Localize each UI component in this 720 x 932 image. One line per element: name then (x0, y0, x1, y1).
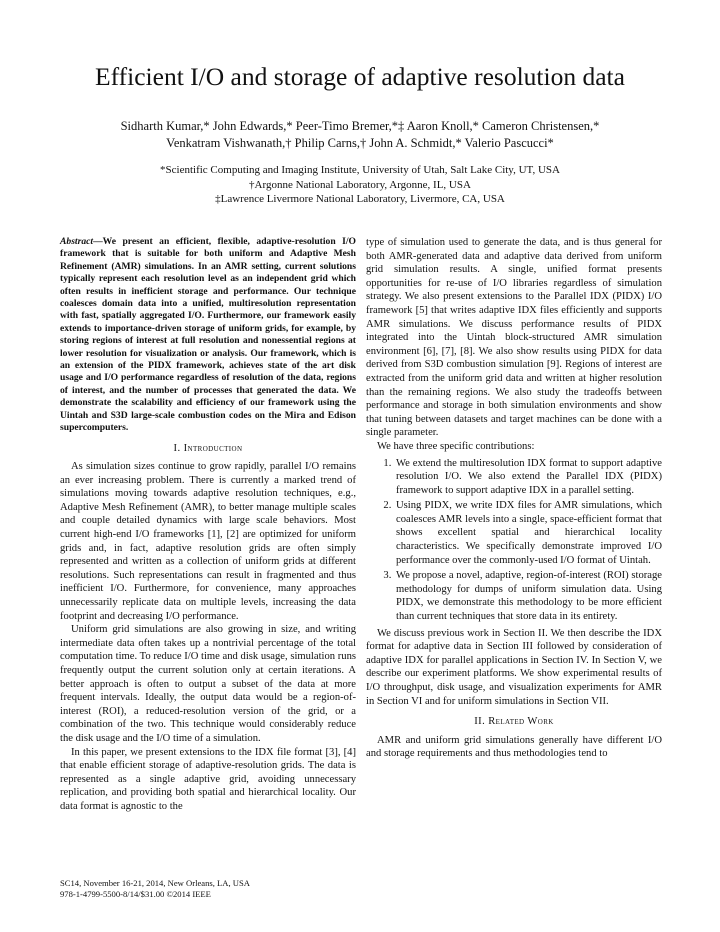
footer-conference-info (60, 878, 380, 900)
affiliation-list (40, 163, 680, 207)
left-column (60, 236, 356, 814)
intro-continuation: type of simulation used to generate the data, and is thus general for both AMR-generated data and adaptive data derived from uniform grid simulation results. A single, unified format presents opportunities for re-use of I/O libraries regardless of simulation strategy. We also present extensions to the Parallel IDX (PIDX) I/O framework [5] that writes adaptive IDX files efficiently and supports AMR simulations. We discuss performance results of PIDX integrated into the Uintah block-structured AMR simulation environment [6], [7], [8]. We also show results using PIDX for data derived from S3D combustion simulation [9]. Regions of interest are extracted from the uniform grid data and written at higher resolution than the remaining regions. We also study the tradeoffs between performance and storage in both simulation environments and show that tuning between datasets and target machines can be done with a single parameter. (366, 237, 662, 439)
contributions-intro: We have three specific contributions: (377, 440, 535, 452)
intro-paragraph-1: As simulation sizes continue to grow rapidly, parallel I/O remains an ever increasing problem. There is currently a marked trend of simulations moving towards adaptive resolution techniques, e.g., Adaptive Mesh Refinement (AMR), to better manage multiple scales and couple detailed dynamics with large scale behaviors. Most current high-end I/O frameworks [1], [2] are optimized for uniform grids and, in fact, adaptive resolution grids are often simply represented and written as a collection of uniform grids at different resolutions. Such representations can result in fragmented and thus inefficient I/O. Furthermore, for convenience, many approaches unnecessarily replicate data on multiple levels, increasing the data footprint and decreasing I/O performance. (60, 461, 356, 622)
abstract (60, 236, 356, 435)
author-line-1: Sidharth Kumar,* John Edwards,* Peer-Timo Bremer,*‡ Aaron Knoll,* Cameron Christensen,* (120, 119, 600, 133)
paper-outline: We discuss previous work in Section II. We then describe the IDX format for adaptive data in Section III followed by consideration of adaptive IDX for parallel applications in Section IV. In Section V, we describe our experiment platforms. We show experimental results of I/O throughput, disk usage, and visualization experiments for AMR in Section VI and for uniform simulations in Section VII. (366, 627, 662, 707)
intro-paragraph-2: Uniform grid simulations are also growing in size, and writing intermediate data often takes up a nontrivial percentage of the total computation time. To reduce I/O time and disk usage, simulation runs frequently output the current solution only at certain iterations. A better approach is often to output a subset of the data at more frequent intervals. Ideally, the output data would be a region-of-interest (ROI), a reduced-resolution version of the grid, or a combination of the two. This technique would considerably reduce the disk usage and the I/O time of a simulation. (60, 624, 356, 744)
footer-line-conference: SC14, November 16-21, 2014, New Orleans, LA, USA (60, 878, 250, 888)
section-heading-introduction: I. Introduction (173, 442, 243, 454)
author-list (40, 118, 680, 152)
paper-title: Efficient I/O and storage of adaptive resolution data (95, 62, 625, 91)
contribution-item: 3. We propose a novel, adaptive, region-of-interest (ROI) storage methodology for dumps of uniform simulation data. Using PIDX, we demonstrate this methodology to be more efficient than current techniques that store data in its entirety. (394, 569, 662, 623)
intro-paragraph-3: In this paper, we present extensions to the IDX file format [3], [4] that enable efficient storage of adaptive-resolution grids. The data is represented as a single adaptive grid, avoiding unnecessary replication, and providing both spatial and hierarchical locality. Our data format is agnostic to the (60, 746, 356, 812)
affiliation-llnl: ‡Lawrence Livermore National Laboratory, Livermore, CA, USA (215, 193, 505, 206)
author-line-2: Venkatram Vishwanath,† Philip Carns,† John A. Schmidt,* Valerio Pascucci* (166, 136, 554, 150)
contribution-item: 1. We extend the multiresolution IDX format to support adaptive resolution I/O. We also extend the Parallel IDX (PIDX) framework to support adaptive IDX in a parallel setting. (394, 457, 662, 498)
contribution-item: 2. Using PIDX, we write IDX files for AMR simulations, which coalesces AMR levels into a single, space-efficient format that shows excellent spatial and hierarchical locality characteristics. We specifically demonstrate improved I/O performance over the commonly-used I/O format of Uintah. (394, 499, 662, 567)
affiliation-utah: *Scientific Computing and Imaging Institute, University of Utah, Salt Lake City, UT, USA (160, 164, 560, 176)
abstract-label: Abstract (60, 236, 94, 247)
footer-line-isbn: 978-1-4799-5500-8/14/$31.00 ©2014 IEEE (60, 889, 211, 900)
right-column (366, 236, 662, 761)
affiliation-argonne: †Argonne National Laboratory, Argonne, IL, USA (249, 178, 471, 191)
section-heading-related-work: II. Related Work (474, 716, 554, 728)
contributions-list (366, 457, 662, 624)
abstract-text: —We present an efficient, flexible, adaptive-resolution I/O framework that is suitable for both uniform and Adaptive Mesh Refinement (AMR) simulations. In an AMR setting, current solutions typically represent each resolution level as an independent grid which often results in inefficient storage and performance. Our technique coalesces domain data into a unified, multiresolution representation with fast, spatially aggregated I/O. Furthermore, our framework easily extends to importance-driven storage of uniform grids, for example, by storing regions of interest at full resolution and nonessential regions at lower resolution for visualization or analysis. Our framework, which is an extension of the PIDX framework, achieves state of the art disk usage and I/O performance regardless of resolution of the data, regions of interest, and the number of processes that generated the data. We demonstrate the scalability and efficiency of our framework using the Uintah and S3D large-scale combustion codes on the Mira and Edison supercomputers. (60, 236, 356, 434)
related-work-paragraph: AMR and uniform grid simulations generally have different I/O and storage requirements and thus methodologies tend to (366, 734, 662, 760)
